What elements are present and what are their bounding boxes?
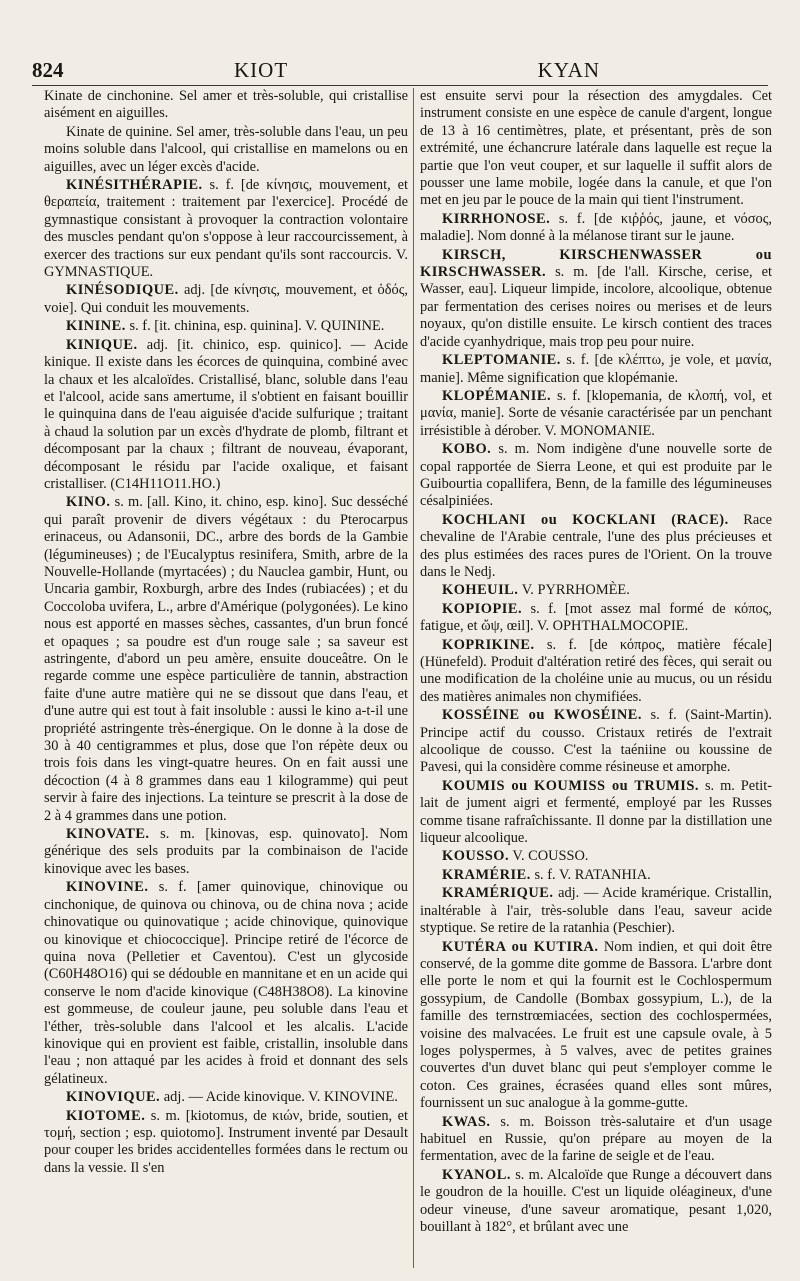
entry-definition: s. f. [amer quinovique, chinovique ou cinchonique, de quinova ou chinova, ou de china nova ; acide chinovatique ou quinovatique ; acide chinovique, quinovique ou kinovique et chiococcique]. Principe retiré de l'écorce de quina nova (Pelletier et Caventou). C'est un glycoside (C60H48O16) qui se dédouble en mannitane et en un acide qui conserve le nom d'acide kinovique (C48H38O8). La kinovine est gommeuse, de couleur jaune, peu soluble dans l'eau et l'éther, très-soluble dans l'alcool et les alcalis. L'acide kinovique qui en provient est faible, cristallin, insoluble dans l'eau ; non attaqué par les acides à froid et donnant des sels gélatineux.	[44, 879, 408, 1087]
entry-headword: KINOVINE.	[66, 879, 149, 896]
entry-definition: s. m. [de l'all. Kirsche, cerise, et Wasser, eau]. Liqueur limpide, incolore, alcoolique, obtenue par fermentation des cerises noires ou merises et de leurs noyaux, qu'on distille ensuite. Le kirsch contient des traces d'acide cyanhydrique, mais trop peu pour nuire.	[420, 264, 772, 350]
page-header	[32, 54, 768, 84]
left-running-head: KIOT	[234, 58, 289, 82]
dictionary-entry	[44, 1089, 408, 1106]
entry-definition: s. f. [de κίνησις, mouvement, et θεραπεία, traitement : traitement par l'exercice]. Procédé de gymnastique consistant à provoquer la contraction volontaire des muscles pendant qu'on s'oppose à leur raccourcissement, à exercer des tractions sur eux pendant qu'ils sont raccourcis. V. GYMNASTIQUE.	[44, 177, 408, 281]
entry-headword: KLEPTOMANIE.	[442, 352, 561, 369]
dictionary-entry	[44, 879, 408, 1088]
entry-definition: s. m. Petit-lait de jument aigri et fermenté, employé par les Russes comme tisane rafraîchissante. Il donne par la distillation une liqueur alcoolique.	[420, 777, 772, 847]
entry-headword: KOUMIS ou KOUMISS ou TRUMIS.	[442, 777, 699, 794]
entry-headword: KRAMÉRIE.	[442, 866, 531, 883]
right-column	[420, 88, 772, 1268]
entry-headword: KINOVATE.	[66, 826, 150, 843]
dictionary-entry	[420, 601, 772, 636]
dictionary-entry	[44, 177, 408, 281]
entry-definition: est ensuite servi pour la résection des amygdales. Cet instrument consiste en une espèce de canule d'argent, longue de 13 à 16 centimètres, plate, et présentant, près de son extrémité, une échancrure latérale dans laquelle est reçue la partie que l'on veut couper, et sur laquelle il suffit alors de pousser une lame mobile, logée dans la canule, et que l'on met en jeu par le pouce de la main qui tient l'instrument.	[420, 88, 772, 209]
dictionary-entry	[420, 1167, 772, 1237]
dictionary-entry	[420, 778, 772, 848]
dictionary-entry	[44, 124, 408, 176]
entry-definition: s. m. [kiotomus, de κιών, bride, soutien, et τομή, section ; esp. quiotomo]. Instrument inventé par Desault pour couper les brides accidentelles formées dans le rectum ou dans la vessie. Il s'en	[44, 1107, 408, 1176]
dictionary-entry	[420, 885, 772, 937]
entry-definition: V. COUSSO.	[509, 848, 589, 865]
dictionary-entry	[420, 582, 772, 599]
entry-definition: s. f. [klopemania, de κλοπή, vol, et μανία, manie]. Sorte de vésanie caractérisée par un penchant irrésistible à dérober. V. MONOMANIE.	[420, 387, 772, 439]
entry-definition: adj. — Acide kinovique. V. KINOVINE.	[160, 1089, 398, 1106]
dictionary-entry	[420, 441, 772, 511]
entry-headword: KINIQUE.	[66, 336, 138, 353]
dictionary-entry	[420, 867, 772, 884]
entry-definition: s. f. (Saint-Martin). Principe actif du cousso. Cristaux retirés de l'extrait alcoolique de cousso. C'est la taéniine ou koussine de Pavesi, qui la considère comme résineuse et amorphe.	[420, 707, 772, 776]
entry-definition: Kinate de quinine. Sel amer, très-soluble dans l'eau, un peu moins soluble dans l'alcool, qui cristallise en mamelons ou en aiguilles, avec un léger excès d'acide.	[44, 123, 408, 175]
dictionary-entry	[420, 352, 772, 387]
dictionary-entry	[44, 1108, 408, 1178]
dictionary-entry	[44, 282, 408, 317]
dictionary-entry	[44, 826, 408, 878]
left-column	[44, 88, 408, 1268]
dictionary-entry	[420, 211, 772, 246]
entry-headword: KIRSCH, KIRSCHENWASSER ou KIRSCHWASSER.	[420, 246, 772, 281]
entry-definition: s. m. Nom indigène d'une nouvelle sorte de copal rapportée de Sierra Leone, et qui est produite par le Guibourtia copallifera, Benn, de la famille des légumineuses césalpiniées.	[420, 441, 772, 510]
page-number: 824	[32, 58, 64, 82]
entry-definition: adj. [de κίνησις, mouvement, et ὁδός, voie]. Qui conduit les mouvements.	[44, 282, 408, 316]
dictionary-entry	[420, 388, 772, 440]
column-divider	[413, 88, 414, 1268]
entry-definition: s. f. [de κιῤῥός, jaune, et νόσος, maladie]. Nom donné à la mélanose tirant sur le jaune.	[420, 210, 772, 245]
entry-definition: Nom indien, et qui doit être conservé, de la gomme dite gomme de Bassora. L'arbre dont elle porte le nom et qui la fournit est le Cochlospermum gossypium, de Candolle (Bombax gossypium, L.), de la famille des ternstrœmiacées, section des cochlospermées, voisine des malvacées. Le fruit est une capsule ovale, à 5 loges polyspermes, à 5 valves, avec de petites graines couvertes d'un duvet blanc qui peut s'employer comme le coton. Ces graines, écrasées quand elles sont mûres, fournissent un suc analogue à la gomme-gutte.	[420, 938, 772, 1112]
entry-definition: V. PYRRHOMÈE.	[518, 582, 630, 599]
entry-headword: KRAMÉRIQUE.	[442, 885, 554, 902]
entry-definition: s. f. [de κόπρος, matière fécale] (Hünefeld). Produit d'altération retiré des fèces, qui serait ou une modification de la choléine unie au mucus, ou un résidu des matières animales non chymifiées.	[420, 636, 772, 705]
entry-headword: KINÉSODIQUE.	[66, 282, 179, 299]
entry-definition: s. f. V. RATANHIA.	[530, 866, 651, 883]
entry-headword: KINO.	[66, 494, 111, 511]
dictionary-entry	[420, 707, 772, 777]
entry-headword: KOHEUIL.	[442, 582, 519, 599]
entry-headword: KYANOL.	[442, 1166, 511, 1183]
dictionary-entry	[44, 318, 408, 335]
entry-definition: s. m. Alcaloïde que Runge a découvert dans le goudron de la houille. C'est un liquide oléagineux, d'une odeur vineuse, d'une saveur aromatique, pesant 1,020, bouillant à 182°, et brûlant avec une	[420, 1166, 772, 1235]
entry-definition: Kinate de cinchonine. Sel amer et très-soluble, qui cristallise aisément en aiguilles.	[44, 88, 408, 122]
header-rule	[32, 85, 768, 86]
entry-headword: KOSSÉINE ou KWOSÉINE.	[442, 707, 642, 724]
entry-headword: KUTÉRA ou KUTIRA.	[442, 938, 599, 955]
right-running-head: KYAN	[537, 58, 600, 82]
entry-definition: s. f. [mot assez mal formé de κόπος, fatigue, et ὤψ, œil]. V. OPHTHALMOCOPIE.	[420, 600, 772, 635]
entry-headword: KWAS.	[442, 1113, 491, 1130]
dictionary-entry	[420, 637, 772, 707]
dictionary-entry	[420, 247, 772, 351]
entry-headword: KOPRIKINE.	[442, 636, 535, 653]
entry-definition: s. m. [all. Kino, it. chino, esp. kino]. Suc desséché qui paraît provenir de divers végétaux : du Pterocarpus erinaceus, ou Adansonii, DC., arbre des bords de la Gambie (légumineuses) ; de l'Eucalyptus resinifera, Smith, arbre de la Nouvelle-Hollande (myrtacées) ; du Nauclea gambir, Hunt, ou Uncaria gambir, Roxburgh, arbre des Indes (rubiacées) ; et du Coccoloba uvifera, L., arbre d'Amérique (polygonées). Le kino nous est apporté en masses sèches, cassantes, d'un brun foncé et opaques ; sa poudre est d'un rouge sale ; sa saveur est astringente, d'abord un peu amère, ensuite douceâtre. On le regarde comme une espèce particulière de tannin, abstraction faite d'une autre matière qui ne se dissout que dans l'eau, et d'une autre qui est tout à fait insoluble : aussi le kino a-t-il une propriété astringente très-énergique. On le donne à la dose de 30 à 40 centigrammes et plus, dose que l'on répète deux ou trois fois dans les vingt-quatre heures. On en fait aussi une décoction (4 à 8 grammes dans eau 1 kilogramme) qui peut servir à faire des injections. La teinture se prescrit à la dose de 2 à 4 grammes dans une potion.	[44, 494, 408, 824]
dictionary-entry	[44, 88, 408, 123]
dictionary-entry	[420, 1114, 772, 1166]
entry-headword: KOCHLANI ou KOCKLANI (RACE).	[442, 511, 729, 528]
entry-definition: s. m. [kinovas, esp. quinovato]. Nom générique des sels produits par la combinaison de l'acide kinovique avec les bases.	[44, 826, 408, 877]
entry-headword: KOPIOPIE.	[442, 600, 523, 617]
entry-headword: KOBO.	[442, 441, 492, 458]
entry-headword: KIRRHONOSE.	[442, 210, 551, 227]
dictionary-entry	[420, 939, 772, 1113]
dictionary-entry	[44, 494, 408, 825]
entry-headword: KINÉSITHÉRAPIE.	[66, 177, 203, 194]
entry-headword: KINOVIQUE.	[66, 1089, 161, 1106]
entry-definition: s. f. [it. chinina, esp. quinina]. V. QUININE.	[125, 318, 385, 335]
entry-headword: KIOTOME.	[66, 1107, 146, 1124]
entry-definition: adj. [it. chinico, esp. quinico]. — Acide kinique. Il existe dans les écorces de quinquina, combiné avec la chaux et les alcaloïdes. Cristallisé, blanc, soluble dans l'eau et l'alcool, acide sans amertume, il s'obtient en faisant bouillir le quinquina dans de l'eau aiguisée d'acide sulfurique ; traitant à chaud la solution par un excès d'hydrate de plomb, filtrant et décomposant par la chaux ; filtrant de nouveau, évaporant, décomposant le résidu par l'acide oxalique, et faisant cristalliser. (C14H11O11.HO.)	[44, 336, 408, 492]
entry-definition: adj. — Acide kramérique. Cristallin, inaltérable à l'air, très-soluble dans l'eau, saveur acide styptique. Se retire de la ratanhia (Peschier).	[420, 885, 772, 937]
entry-headword: KOUSSO.	[442, 848, 510, 865]
dictionary-entry	[420, 88, 772, 210]
dictionary-entry	[44, 337, 408, 494]
dictionary-entry	[420, 512, 772, 582]
dictionary-entry	[420, 848, 772, 865]
entry-definition: s. m. Boisson très-salutaire et d'un usage habituel en Russie, qu'on prépare au moyen de la fermentation, avec de la farine de seigle et de l'eau.	[420, 1113, 772, 1165]
entry-headword: KLOPÉMANIE.	[442, 387, 552, 404]
entry-headword: KININE.	[66, 318, 126, 335]
entry-definition: s. f. [de κλέπτω, je vole, et μανία, manie]. Même signification que klopémanie.	[420, 352, 772, 386]
entry-definition: Race chevaline de l'Arabie centrale, l'une des plus précieuses et des plus estimées des races pures de l'Orient. On la trouve dans le Nedj.	[420, 511, 772, 580]
